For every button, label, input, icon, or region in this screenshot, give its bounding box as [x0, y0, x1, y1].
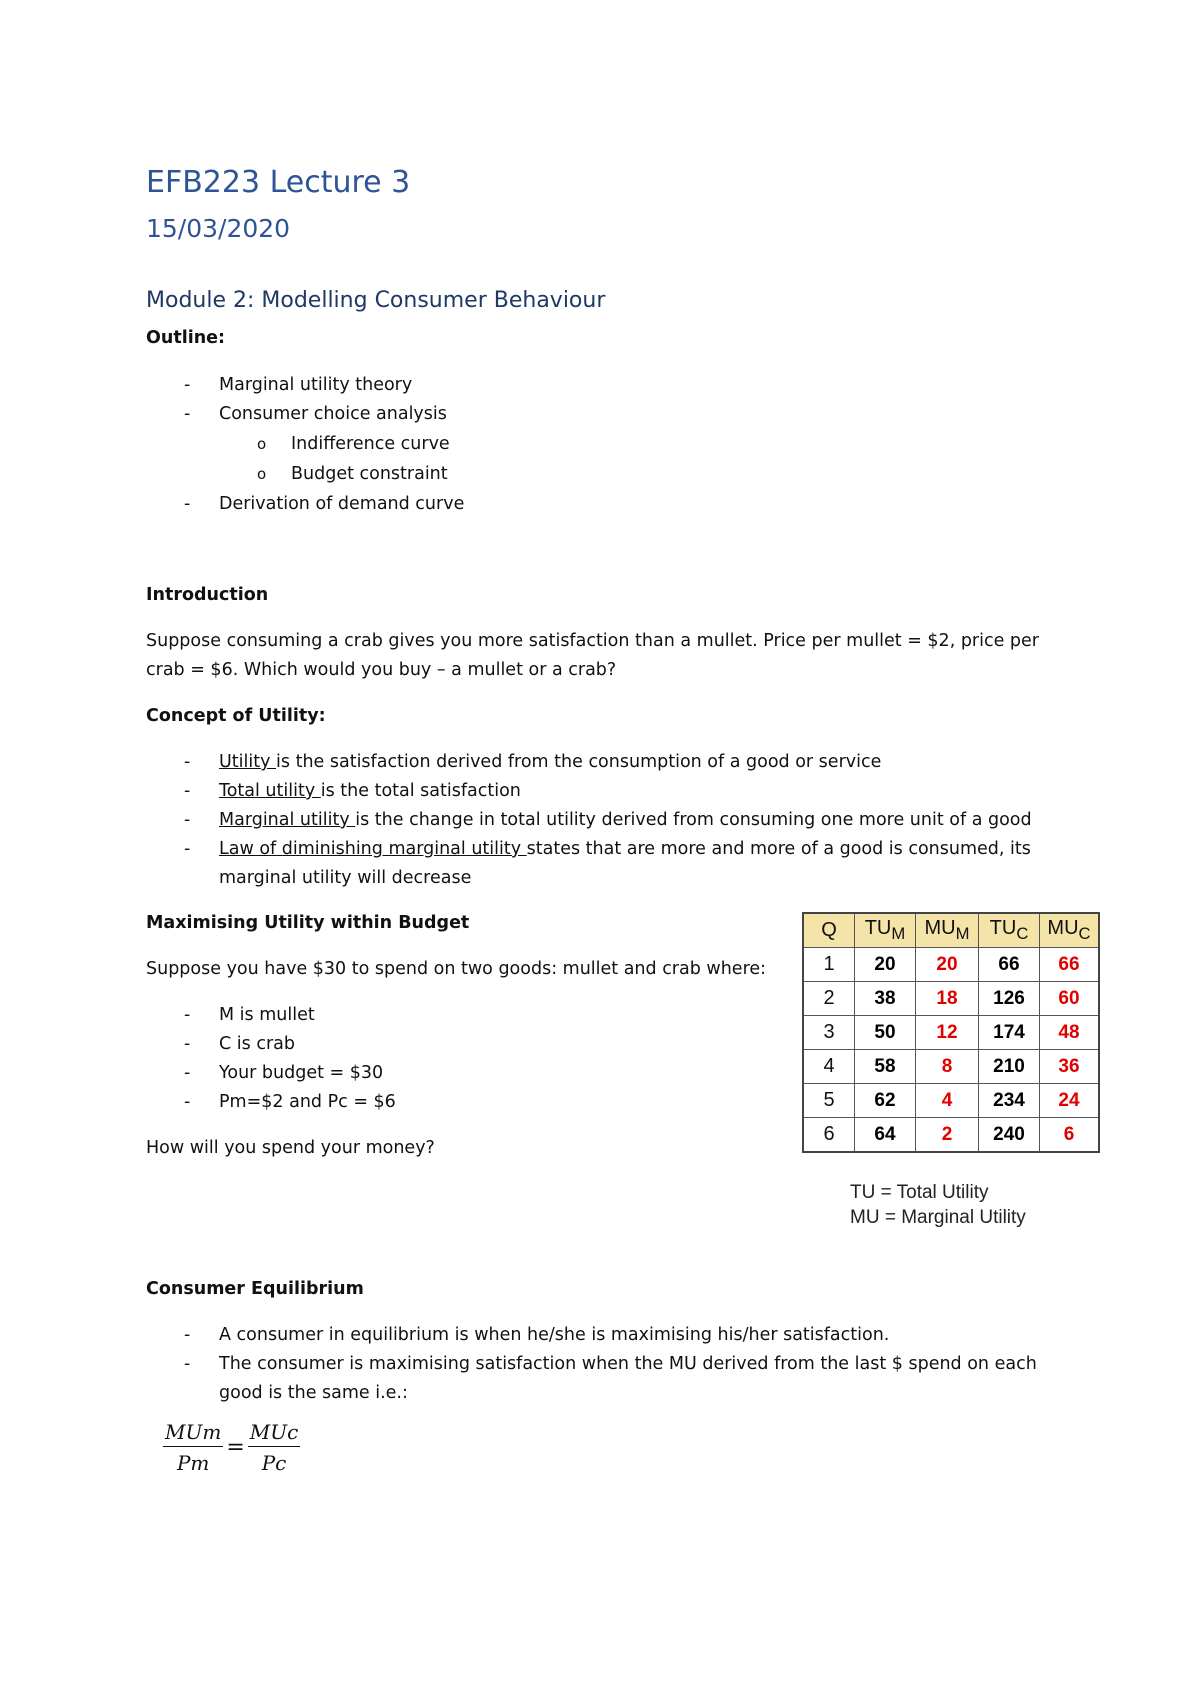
table-row [803, 1118, 1099, 1153]
header-text: MU [1047, 917, 1079, 939]
col-mu-m [916, 913, 979, 948]
table-row [803, 1016, 1099, 1050]
cell-mu-c: 36 [1040, 1050, 1100, 1084]
definition: states that are more and more of a good is consumed, its [526, 839, 1031, 859]
col-mu-c [1040, 913, 1100, 948]
equilibrium-item: The consumer is maximising satisfaction when the MU derived from the last $ spend on each [219, 1354, 1037, 1374]
cell-tu-c: 66 [979, 948, 1040, 982]
table-row [803, 1084, 1099, 1118]
header-text: TU [864, 917, 892, 939]
list-dash: - [184, 1005, 191, 1025]
table-row [803, 1050, 1099, 1084]
budget-heading: Maximising Utility within Budget [146, 913, 470, 933]
term: Marginal utility [219, 810, 356, 830]
table-header-row [803, 913, 1099, 948]
denominator: Pc [261, 1451, 287, 1475]
introduction-heading: Introduction [146, 585, 269, 605]
table-row [803, 982, 1099, 1016]
denominator: Pm [176, 1451, 210, 1475]
cell-q: 4 [803, 1050, 855, 1084]
outline-sub-item: Indifference curve [291, 434, 450, 454]
numerator: MUc [248, 1420, 301, 1447]
cell-tu-m: 58 [855, 1050, 916, 1084]
utility-table [802, 912, 1100, 1153]
list-dash: - [184, 494, 191, 514]
equilibrium-continuation: good is the same i.e.: [219, 1383, 408, 1403]
introduction-line: Suppose consuming a crab gives you more satisfaction than a mullet. Price per mullet = $2, price per [146, 631, 1040, 651]
cell-tu-c: 210 [979, 1050, 1040, 1084]
col-tu-c [979, 913, 1040, 948]
cell-mu-m: 12 [916, 1016, 979, 1050]
list-dash: - [184, 1092, 191, 1112]
budget-item: C is crab [219, 1034, 295, 1054]
cell-mu-m: 20 [916, 948, 979, 982]
cell-mu-m: 4 [916, 1084, 979, 1118]
cell-mu-c: 24 [1040, 1084, 1100, 1118]
budget-item: Your budget = $30 [219, 1063, 384, 1083]
header-sub: C [1078, 924, 1091, 943]
term: Utility [219, 752, 277, 772]
cell-q: 2 [803, 982, 855, 1016]
cell-tu-m: 20 [855, 948, 916, 982]
list-dash: - [184, 1034, 191, 1054]
definition: is the total satisfaction [320, 781, 521, 801]
utility-item [219, 805, 1032, 835]
outline-heading: Outline: [146, 328, 226, 348]
equilibrium-formula [163, 1420, 300, 1475]
fraction-left [163, 1420, 223, 1475]
legend-line: MU = Marginal Utility [850, 1207, 1026, 1228]
header-sub: M [955, 924, 970, 943]
cell-mu-m: 2 [916, 1118, 979, 1153]
cell-q: 1 [803, 948, 855, 982]
list-dash: - [184, 810, 191, 830]
budget-item: M is mullet [219, 1005, 315, 1025]
utility-continuation: marginal utility will decrease [219, 868, 472, 888]
list-dash: - [184, 839, 191, 859]
cell-mu-c: 6 [1040, 1118, 1100, 1153]
outline-item: Derivation of demand curve [219, 494, 465, 514]
utility-item [219, 776, 521, 806]
table-row [803, 948, 1099, 982]
cell-tu-m: 62 [855, 1084, 916, 1118]
cell-mu-c: 66 [1040, 948, 1100, 982]
list-dash: - [184, 752, 191, 772]
utility-heading: Concept of Utility: [146, 706, 326, 726]
col-q: Q [803, 913, 855, 948]
legend-line: TU = Total Utility [850, 1182, 989, 1203]
cell-tu-m: 50 [855, 1016, 916, 1050]
cell-tu-c: 240 [979, 1118, 1040, 1153]
term: Total utility [219, 781, 321, 801]
fraction-right [248, 1420, 301, 1475]
header-text: TU [989, 917, 1017, 939]
cell-tu-c: 174 [979, 1016, 1040, 1050]
cell-q: 3 [803, 1016, 855, 1050]
cell-q: 5 [803, 1084, 855, 1118]
budget-intro: Suppose you have $30 to spend on two goods: mullet and crab where: [146, 959, 767, 979]
budget-item: Pm=$2 and Pc = $6 [219, 1092, 396, 1112]
equals-sign: = [226, 1435, 245, 1460]
definition: is the satisfaction derived from the consumption of a good or service [276, 752, 882, 772]
numerator: MUm [163, 1420, 223, 1447]
header-sub: M [891, 924, 906, 943]
budget-question: How will you spend your money? [146, 1138, 435, 1158]
cell-mu-c: 60 [1040, 982, 1100, 1016]
term: Law of diminishing marginal utility [219, 839, 527, 859]
list-dash: - [184, 375, 191, 395]
cell-mu-m: 18 [916, 982, 979, 1016]
cell-q: 6 [803, 1118, 855, 1153]
outline-sub-item: Budget constraint [291, 464, 448, 484]
table-legend [850, 1180, 1026, 1230]
col-tu-m [855, 913, 916, 948]
cell-tu-m: 38 [855, 982, 916, 1016]
definition: is the change in total utility derived from consuming one more unit of a good [355, 810, 1032, 830]
cell-tu-c: 126 [979, 982, 1040, 1016]
cell-tu-c: 234 [979, 1084, 1040, 1118]
header-sub: C [1016, 924, 1029, 943]
utility-item [219, 747, 881, 777]
cell-tu-m: 64 [855, 1118, 916, 1153]
header-text: MU [924, 917, 956, 939]
sub-bullet: o [257, 465, 267, 483]
lecture-date: 15/03/2020 [146, 214, 291, 243]
introduction-line: crab = $6. Which would you buy – a mullet or a crab? [146, 660, 617, 680]
equilibrium-heading: Consumer Equilibrium [146, 1279, 364, 1299]
list-dash: - [184, 1063, 191, 1083]
cell-mu-m: 8 [916, 1050, 979, 1084]
module-heading: Module 2: Modelling Consumer Behaviour [146, 288, 606, 313]
utility-item [219, 834, 1031, 864]
sub-bullet: o [257, 435, 267, 453]
list-dash: - [184, 1325, 191, 1345]
list-dash: - [184, 781, 191, 801]
outline-item: Marginal utility theory [219, 375, 413, 395]
outline-item: Consumer choice analysis [219, 404, 447, 424]
equilibrium-item: A consumer in equilibrium is when he/she is maximising his/her satisfaction. [219, 1325, 890, 1345]
page-title: EFB223 Lecture 3 [146, 165, 411, 200]
cell-mu-c: 48 [1040, 1016, 1100, 1050]
list-dash: - [184, 1354, 191, 1374]
list-dash: - [184, 404, 191, 424]
